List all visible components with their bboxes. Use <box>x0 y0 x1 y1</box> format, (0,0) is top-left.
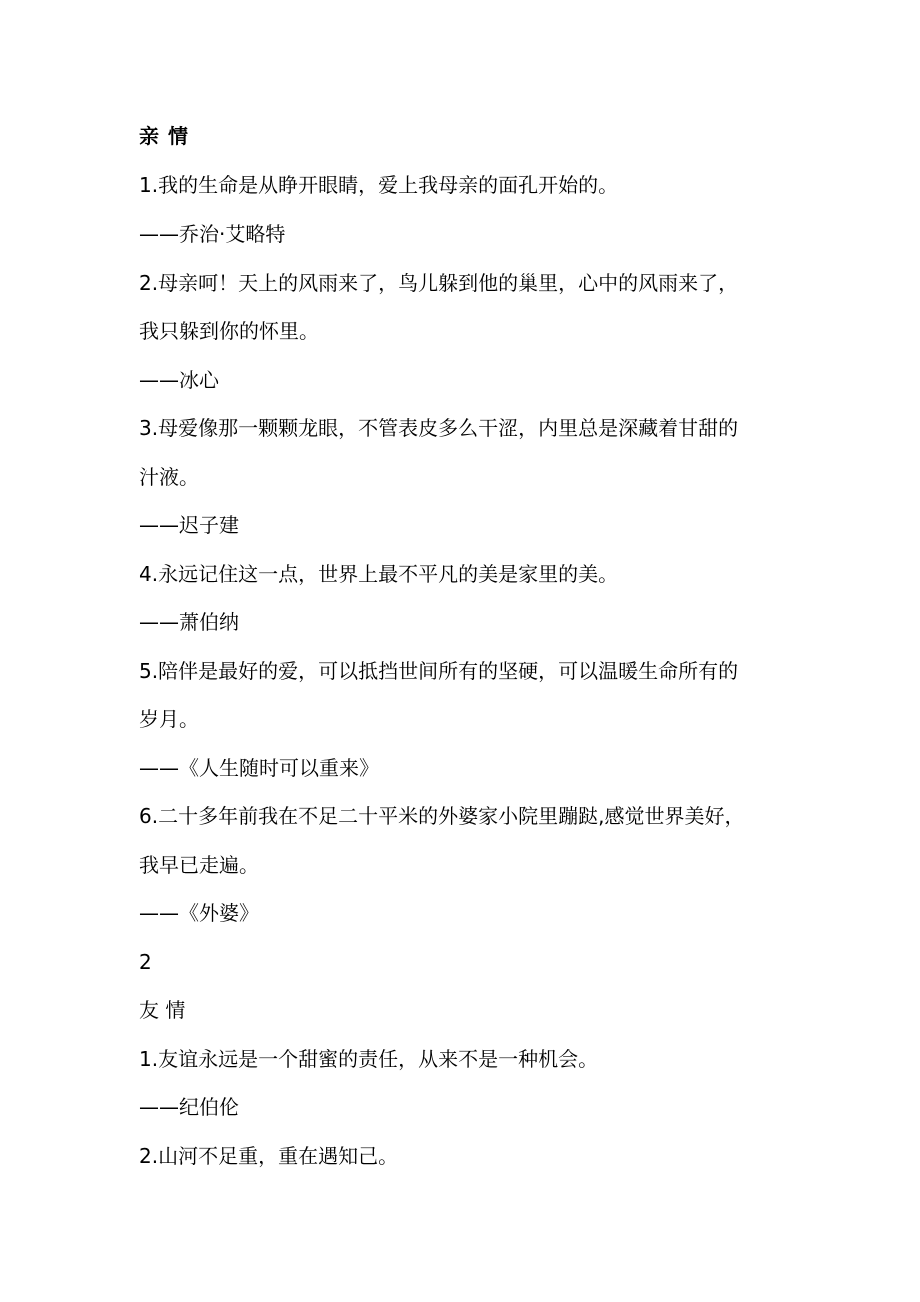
section-title-family: 亲 情 <box>139 124 189 148</box>
quote-3-text-line-2: 汁液。 <box>139 465 199 489</box>
quote-5-author: ——《人生随时可以重来》 <box>139 756 379 780</box>
quote-5-text-line-1: 5.陪伴是最好的爱，可以抵挡世间所有的坚硬，可以温暖生命所有的 <box>139 659 739 683</box>
quote-6-text-line-1: 6.二十多年前我在不足二十平米的外婆家小院里蹦跶,感觉世界美好， <box>139 804 745 828</box>
friendship-quote-1-text: 1.友谊永远是一个甜蜜的责任，从来不是一种机会。 <box>139 1047 599 1071</box>
quote-1-author: ——乔治·艾略特 <box>139 222 286 246</box>
quote-6-author: ——《外婆》 <box>139 901 259 925</box>
quote-4-author: ——萧伯纳 <box>139 610 239 634</box>
quote-3-author: ——迟子建 <box>139 513 239 537</box>
quote-6-text-line-2: 我早已走遍。 <box>139 853 259 877</box>
quote-3-text-line-1: 3.母爱像那一颗颗龙眼，不管表皮多么干涩，内里总是深藏着甘甜的 <box>139 416 739 440</box>
quote-2-author: ——冰心 <box>139 368 219 392</box>
section-title-friendship: 友 情 <box>139 998 186 1022</box>
quote-5-text-line-2: 岁月。 <box>139 707 199 731</box>
friendship-quote-1-author: ——纪伯伦 <box>139 1095 239 1119</box>
section-number: 2 <box>139 950 152 974</box>
quote-4-text: 4.永远记住这一点，世界上最不平凡的美是家里的美。 <box>139 562 619 586</box>
quote-1-text: 1.我的生命是从睁开眼睛，爱上我母亲的面孔开始的。 <box>139 173 619 197</box>
friendship-quote-2-text: 2.山河不足重，重在遇知己。 <box>139 1144 399 1168</box>
quote-2-text-line-1: 2.母亲呵！天上的风雨来了，鸟儿躲到他的巢里，心中的风雨来了， <box>139 271 739 295</box>
quote-2-text-line-2: 我只躲到你的怀里。 <box>139 319 319 343</box>
